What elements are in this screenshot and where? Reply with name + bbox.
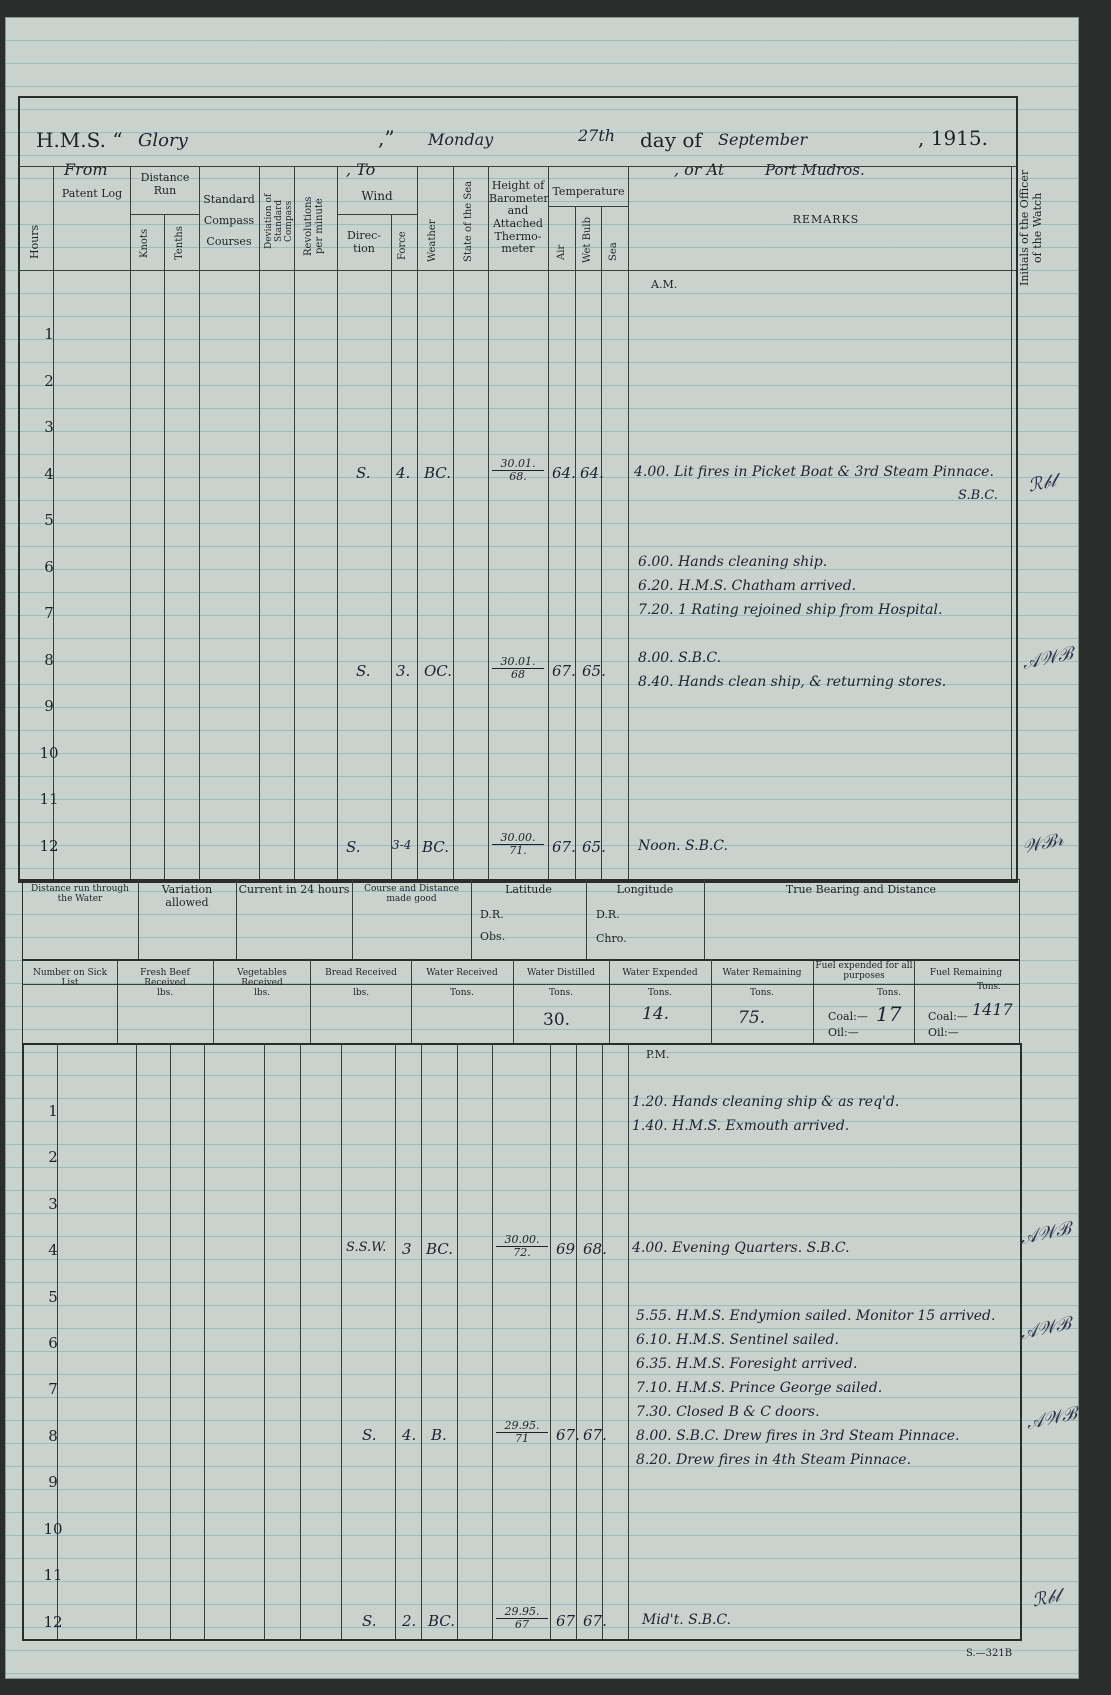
am-hour: 4 (44, 465, 54, 483)
thermometer-value: 67 (515, 1618, 529, 1632)
hms-label: H.M.S. “ (36, 128, 123, 152)
water-remaining-value: 75. (738, 1008, 766, 1028)
officer-initials: 𝒜𝒲ℬ (1018, 1312, 1073, 1345)
unit-tons: Tons. (549, 988, 573, 998)
wet-bulb-temp: 65. (582, 662, 606, 680)
pm-hour: 10 (43, 1520, 63, 1538)
from-label: From (64, 160, 108, 179)
air-temp: 67. (552, 662, 576, 680)
oil-label: Oil:— (928, 1026, 959, 1039)
unit-lbs: lbs. (352, 988, 370, 998)
remark-line: 8.00. S.B.C. (638, 650, 722, 666)
remark-line: 7.10. H.M.S. Prince George sailed. (636, 1380, 883, 1396)
am-hour: 8 (44, 651, 54, 669)
weekday: Monday (428, 130, 494, 149)
col-weather: Weather (427, 219, 438, 263)
unit-tons: Tons. (648, 988, 672, 998)
pm-table-frame (22, 1043, 1022, 1641)
thermometer-value: 68 (511, 668, 525, 682)
pm-hour: 4 (48, 1241, 58, 1259)
am-hour: 7 (44, 604, 54, 622)
wet-bulb-temp: 67. (583, 1426, 607, 1444)
am-hour: 3 (44, 418, 54, 436)
long-dr: D.R. (596, 908, 620, 921)
day-number: 27th (578, 126, 616, 145)
col-knots: Knots (139, 228, 150, 258)
pm-hour: 12 (43, 1613, 63, 1631)
am-hour: 2 (44, 372, 54, 390)
wind-direction: S. (356, 464, 371, 482)
wind-force: 2. (402, 1612, 417, 1630)
wind-direction: S. (356, 662, 371, 680)
latitude-label: Latitude (505, 883, 552, 896)
thermometer-value: 72. (513, 1246, 531, 1260)
wet-bulb-temp: 67. (583, 1612, 607, 1630)
location: Port Mudros. (765, 161, 865, 179)
barometer-value: 30.00. (492, 832, 544, 845)
coal-label: Coal:— (828, 1010, 868, 1023)
remark-line: 1.40. H.M.S. Exmouth arrived. (632, 1118, 850, 1134)
wind-direction: S. (346, 838, 361, 856)
remark-line: 7.30. Closed B & C doors. (636, 1404, 820, 1420)
sick-list-label: Number on Sick List (32, 968, 108, 989)
am-hour: 6 (44, 558, 54, 576)
log-page (6, 18, 1078, 1678)
col-deviation: Deviation of Standard Compass (264, 193, 294, 249)
col-standard-compass: Standard Compass Courses (203, 193, 255, 248)
unit-tons: Tons. (750, 988, 774, 998)
pm-hour: 9 (48, 1473, 58, 1491)
unit-tons: Tons. (877, 988, 901, 998)
form-number: S.—321B (966, 1648, 1013, 1659)
am-hour: 11 (39, 790, 59, 808)
pm-hour: 11 (43, 1566, 63, 1584)
thermometer-value: 71 (515, 1432, 529, 1446)
air-temp: 67 (556, 1612, 576, 1630)
barometer-reading (492, 458, 544, 483)
water-received-label: Water Received (426, 968, 498, 978)
wind-direction: S. (362, 1426, 377, 1444)
col-distance-run: Distance Run (140, 171, 190, 197)
officer-initials: 𝒜𝒲ℬ (1020, 642, 1075, 675)
coal-remaining-value: 1417 (972, 1000, 1013, 1019)
remark-line: 8.00. S.B.C. Drew fires in 3rd Steam Pinnace. (636, 1428, 960, 1444)
col-initials: Initials of the Officer of the Watch (1018, 169, 1044, 287)
wet-bulb-temp: 65. (582, 838, 606, 856)
fuel-expended-label: Fuel expended for all purposes (815, 961, 913, 982)
year: , 1915. (918, 126, 988, 150)
current-label: Current in 24 hours (238, 883, 350, 896)
thermometer-value: 71. (509, 844, 527, 858)
pm-hour: 7 (48, 1380, 58, 1398)
water-distilled-label: Water Distilled (527, 968, 595, 978)
remark-line: Noon. S.B.C. (638, 838, 728, 854)
col-wind: Wind (361, 189, 393, 203)
am-hour: 5 (44, 511, 54, 529)
barometer-reading (496, 1606, 548, 1631)
vegetables-label: Vegetables Received (237, 968, 287, 989)
col-hours: Hours (28, 224, 41, 260)
weather: BC. (424, 464, 452, 482)
pm-hour: 5 (48, 1288, 58, 1306)
water-expended-value: 14. (642, 1004, 670, 1024)
coal-expended-value: 17 (876, 1002, 902, 1026)
barometer-reading (492, 656, 544, 681)
weather: OC. (424, 662, 453, 680)
true-bearing-label: True Bearing and Distance (785, 883, 937, 896)
officer-initials: 𝒜𝒲ℬ (1018, 1217, 1073, 1250)
month: September (718, 130, 808, 149)
barometer-value: 30.01. (492, 458, 544, 471)
am-label: A.M. (651, 278, 678, 291)
fuel-remaining-label: Fuel Remaining (929, 968, 1003, 978)
pm-hour: 8 (48, 1427, 58, 1445)
weather: BC. (422, 838, 450, 856)
wind-direction: S.S.W. (346, 1240, 387, 1255)
day-of-label: day of (640, 128, 702, 152)
wind-force: 4. (396, 464, 411, 482)
barometer-value: 30.00. (496, 1234, 548, 1247)
or-at-label: , or At (674, 160, 725, 179)
wet-bulb-temp: 68. (583, 1240, 607, 1258)
weather: BC. (426, 1240, 454, 1258)
barometer-reading (492, 832, 544, 857)
unit-tons: Tons. (977, 982, 1001, 992)
air-temp: 69 (556, 1240, 576, 1258)
officer-initials: 𝒲ℬ𝓇 (1020, 828, 1066, 859)
water-expended-label: Water Expended (622, 968, 698, 978)
pm-hour: 6 (48, 1334, 58, 1352)
remark-line: 1.20. Hands cleaning ship & as req'd. (632, 1094, 900, 1110)
col-air: Air (556, 244, 567, 260)
pm-hour: 3 (48, 1195, 58, 1213)
officer-initials: ℛ𝒷𝓁 (1026, 470, 1058, 497)
am-hour: 10 (39, 744, 59, 762)
remark-line: Mid't. S.B.C. (642, 1612, 732, 1628)
remark-line: 6.35. H.M.S. Foresight arrived. (636, 1356, 858, 1372)
variation-allowed-label: Variation allowed (161, 883, 213, 909)
remark-line: 6.10. H.M.S. Sentinel sailed. (636, 1332, 839, 1348)
am-hour: 12 (39, 837, 59, 855)
thermometer-value: 68. (509, 470, 527, 484)
water-distilled-value: 30. (543, 1010, 571, 1030)
col-force: Force (397, 231, 408, 261)
pm-hour: 2 (48, 1148, 58, 1166)
wind-direction: S. (362, 1612, 377, 1630)
air-temp: 67. (556, 1426, 580, 1444)
remark-line: 5.55. H.M.S. Endymion sailed. Monitor 15 arrived. (636, 1308, 996, 1324)
water-remaining-label: Water Remaining (722, 968, 802, 978)
col-tenths: Tenths (174, 226, 185, 260)
coal-label: Coal:— (928, 1010, 968, 1023)
course-distance-label: Course and Distance made good (364, 884, 459, 905)
lat-dr: D.R. (480, 908, 504, 921)
col-remarks: REMARKS (792, 213, 860, 226)
unit-lbs: lbs. (253, 988, 271, 998)
barometer-value: 29.95. (496, 1606, 548, 1619)
barometer-reading (496, 1234, 548, 1259)
pm-label: P.M. (646, 1048, 670, 1061)
fresh-beef-label: Fresh Beef Received (140, 968, 190, 989)
longitude-label: Longitude (616, 883, 674, 896)
wet-bulb-temp: 64. (580, 464, 604, 482)
col-temperature: Temperature (552, 185, 625, 198)
weather: B. (431, 1426, 447, 1444)
distance-through-water-label: Distance run through the Water (31, 884, 129, 905)
col-wet-bulb: Wet Bulb (582, 217, 593, 263)
remark-line: 6.20. H.M.S. Chatham arrived. (638, 578, 857, 594)
to-label: , To (346, 160, 376, 179)
officer-initials: 𝒜𝒲ℬ (1024, 1402, 1079, 1435)
unit-tons: Tons. (450, 988, 474, 998)
col-barometer: Height of Barometer and Attached Thermo- meter (489, 179, 549, 256)
wind-force: 3-4 (392, 838, 412, 852)
remark-line: 4.00. Lit fires in Picket Boat & 3rd Steam Pinnace. (634, 464, 994, 480)
col-direction: Direc- tion (347, 229, 381, 255)
remark-line: 7.20. 1 Rating rejoined ship from Hospital. (638, 602, 943, 618)
am-hour: 9 (44, 697, 54, 715)
remark-line: 4.00. Evening Quarters. S.B.C. (632, 1240, 850, 1256)
wind-force: 3 (402, 1240, 412, 1258)
col-sea: Sea (608, 242, 619, 262)
pm-hour: 1 (48, 1102, 58, 1120)
wind-force: 3. (396, 662, 411, 680)
col-revolutions: Revolutions per minute (303, 196, 325, 256)
weather: BC. (428, 1612, 456, 1630)
remark-line: 6.00. Hands cleaning ship. (638, 554, 828, 570)
barometer-value: 30.01. (492, 656, 544, 669)
col-state-of-sea: State of the Sea (463, 180, 474, 262)
barometer-reading (496, 1420, 548, 1445)
am-hour: 1 (44, 325, 54, 343)
oil-label: Oil:— (828, 1026, 859, 1039)
long-chro: Chro. (596, 932, 627, 945)
officer-initials: ℛ𝒷𝓁 (1030, 1585, 1062, 1612)
ship-name: Glory (138, 130, 188, 151)
lat-obs: Obs. (480, 930, 506, 943)
air-temp: 67. (552, 838, 576, 856)
remark-line: S.B.C. (958, 488, 998, 503)
wind-force: 4. (402, 1426, 417, 1444)
unit-lbs: lbs. (156, 988, 174, 998)
bread-label: Bread Received (325, 968, 397, 978)
barometer-value: 29.95. (496, 1420, 548, 1433)
remark-line: 8.40. Hands clean ship, & returning stores. (638, 674, 947, 690)
quote-close: ,” (378, 126, 395, 150)
col-patent-log: Patent Log (61, 187, 123, 200)
remark-line: 8.20. Drew fires in 4th Steam Pinnace. (636, 1452, 912, 1468)
air-temp: 64. (552, 464, 576, 482)
